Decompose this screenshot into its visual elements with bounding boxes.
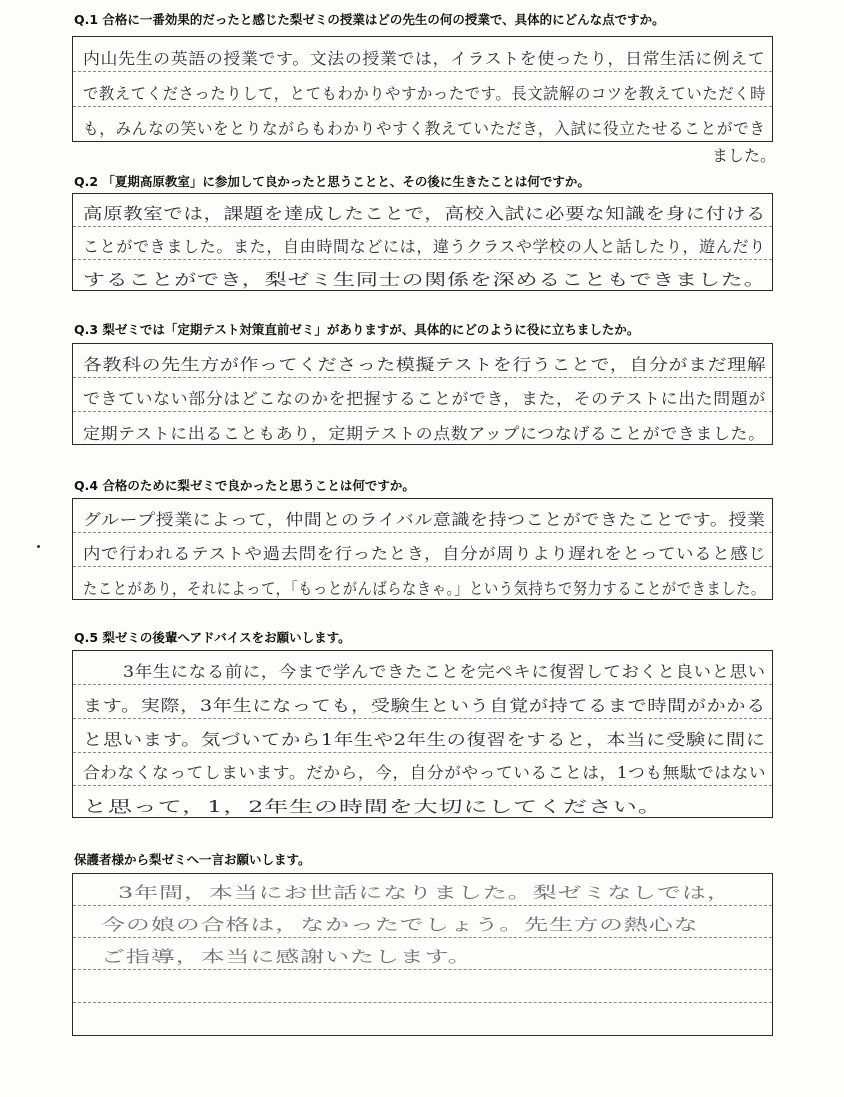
- answer-line: [73, 719, 772, 753]
- q4-label: Q.4 合格のために梨ゼミで良かったと思うことは何ですか。: [74, 478, 415, 493]
- comment-text: 今の娘の合格は，なかったでしょう。先生方の熱心な: [101, 915, 699, 934]
- q1-label: Q.1 合格に一番効果的だったと感じた梨ゼミの授業はどの先生の何の授業で、具体的にどんな点ですか。: [74, 12, 665, 27]
- answer-text: で教えてくださったりして，とてもわかりやすかったです。長文読解のコツを教えていただく時: [83, 84, 767, 103]
- answer-text: グループ授業によって，仲間とのライバル意識を持つことができたことです。授業: [83, 510, 766, 529]
- answer-text: できていない部分はどこなのかを把握することができ，また，そのテストに出た問題が: [83, 389, 766, 408]
- comment-text: ご指導，本当に感謝いたします。: [101, 947, 473, 966]
- answer-text: 合わなくなってしまいます。だから，今，自分がやっていることは，1つも無駄ではない: [83, 763, 767, 782]
- answer-line: [73, 533, 772, 567]
- answer-line: [73, 107, 772, 141]
- answer-line: [73, 37, 772, 72]
- answer-text: 3年生になる前に，今まで学んできたことを完ペキに復習しておくと良いと思い: [123, 662, 766, 681]
- comment-line: [73, 970, 772, 1003]
- q5-answer-box: [72, 650, 773, 818]
- comment-text: 3年間，本当にお世話になりました。梨ゼミなしでは，: [118, 883, 732, 902]
- comment-line: [73, 906, 772, 938]
- answer-text: ます。実際，3年生になっても，受験生という自覚が持てるまで時間がかかる: [83, 696, 766, 715]
- answer-line: [73, 72, 772, 107]
- answer-line: [73, 344, 772, 378]
- answer-text: 各教科の先生方が作ってくださった模擬テストを行うことで，自分がまだ理解: [83, 355, 767, 374]
- q3-answer-box: [72, 343, 773, 445]
- answer-line: [73, 260, 772, 292]
- answer-line: [73, 412, 772, 446]
- answer-line: [73, 227, 772, 260]
- answer-text: 定期テストに出ることもあり，定期テストの点数アップにつなげることができました。: [83, 424, 766, 443]
- q3-label: Q.3 梨ゼミでは「定期テスト対策直前ゼミ」がありますが、具体的にどのように役に立ちましたか。: [74, 322, 640, 337]
- answer-text: 内で行われるテストや過去問を行ったとき，自分が周りより遅れをとっていると感じ: [83, 544, 767, 563]
- q4-answer-box: [72, 498, 773, 600]
- comment-line: [73, 938, 772, 970]
- answer-text: することができ，梨ゼミ生同士の関係を深めることもできました。: [83, 270, 767, 289]
- q1-answer-tail: ました。: [712, 146, 777, 165]
- answer-text: ことができました。また，自由時間などには，違うクラスや学校の人と話したり，遊んだり: [83, 237, 766, 256]
- scan-speck: [37, 545, 40, 548]
- answer-line: [73, 567, 772, 601]
- answer-text: も，みんなの笑いをとりながらもわかりやすく教えていただき，入試に役立たせることができ: [83, 119, 766, 138]
- answer-line: [73, 378, 772, 412]
- answer-text: たことがあり，それによって，「もっとがんばらなきゃ。」という気持ちで努力することができました。: [83, 579, 766, 598]
- parents-label: 保護者様から梨ゼミへ一言お願いします。: [74, 852, 311, 867]
- q2-answer-box: [72, 193, 773, 291]
- answer-text: 高原教室では，課題を達成したことで，高校入試に必要な知識を身に付ける: [83, 204, 767, 223]
- parents-comment-box: [72, 873, 773, 1036]
- q5-label: Q.5 梨ゼミの後輩へアドバイスをお願いします。: [74, 630, 351, 645]
- answer-line: [73, 685, 772, 719]
- q1-answer-box: [72, 36, 773, 142]
- answer-text: 内山先生の英語の授業です。文法の授業では，イラストを使ったり，日常生活に例えて: [83, 49, 766, 68]
- comment-line: [73, 1003, 772, 1037]
- q2-label: Q.2 「夏期高原教室」に参加して良かったと思うことと、その後に生きたことは何ですか。: [74, 174, 590, 189]
- answer-line: [73, 499, 772, 533]
- answer-line: [73, 786, 772, 819]
- answer-line: [73, 651, 772, 685]
- answer-line: [73, 753, 772, 786]
- answer-line: [73, 194, 772, 227]
- answer-text: と思います。気づいてから1年生や2年生の復習をすると，本当に受験に間に: [83, 730, 766, 749]
- comment-line: [73, 874, 772, 906]
- answer-text: と思って，1，2年生の時間を大切にしてください。: [83, 797, 663, 816]
